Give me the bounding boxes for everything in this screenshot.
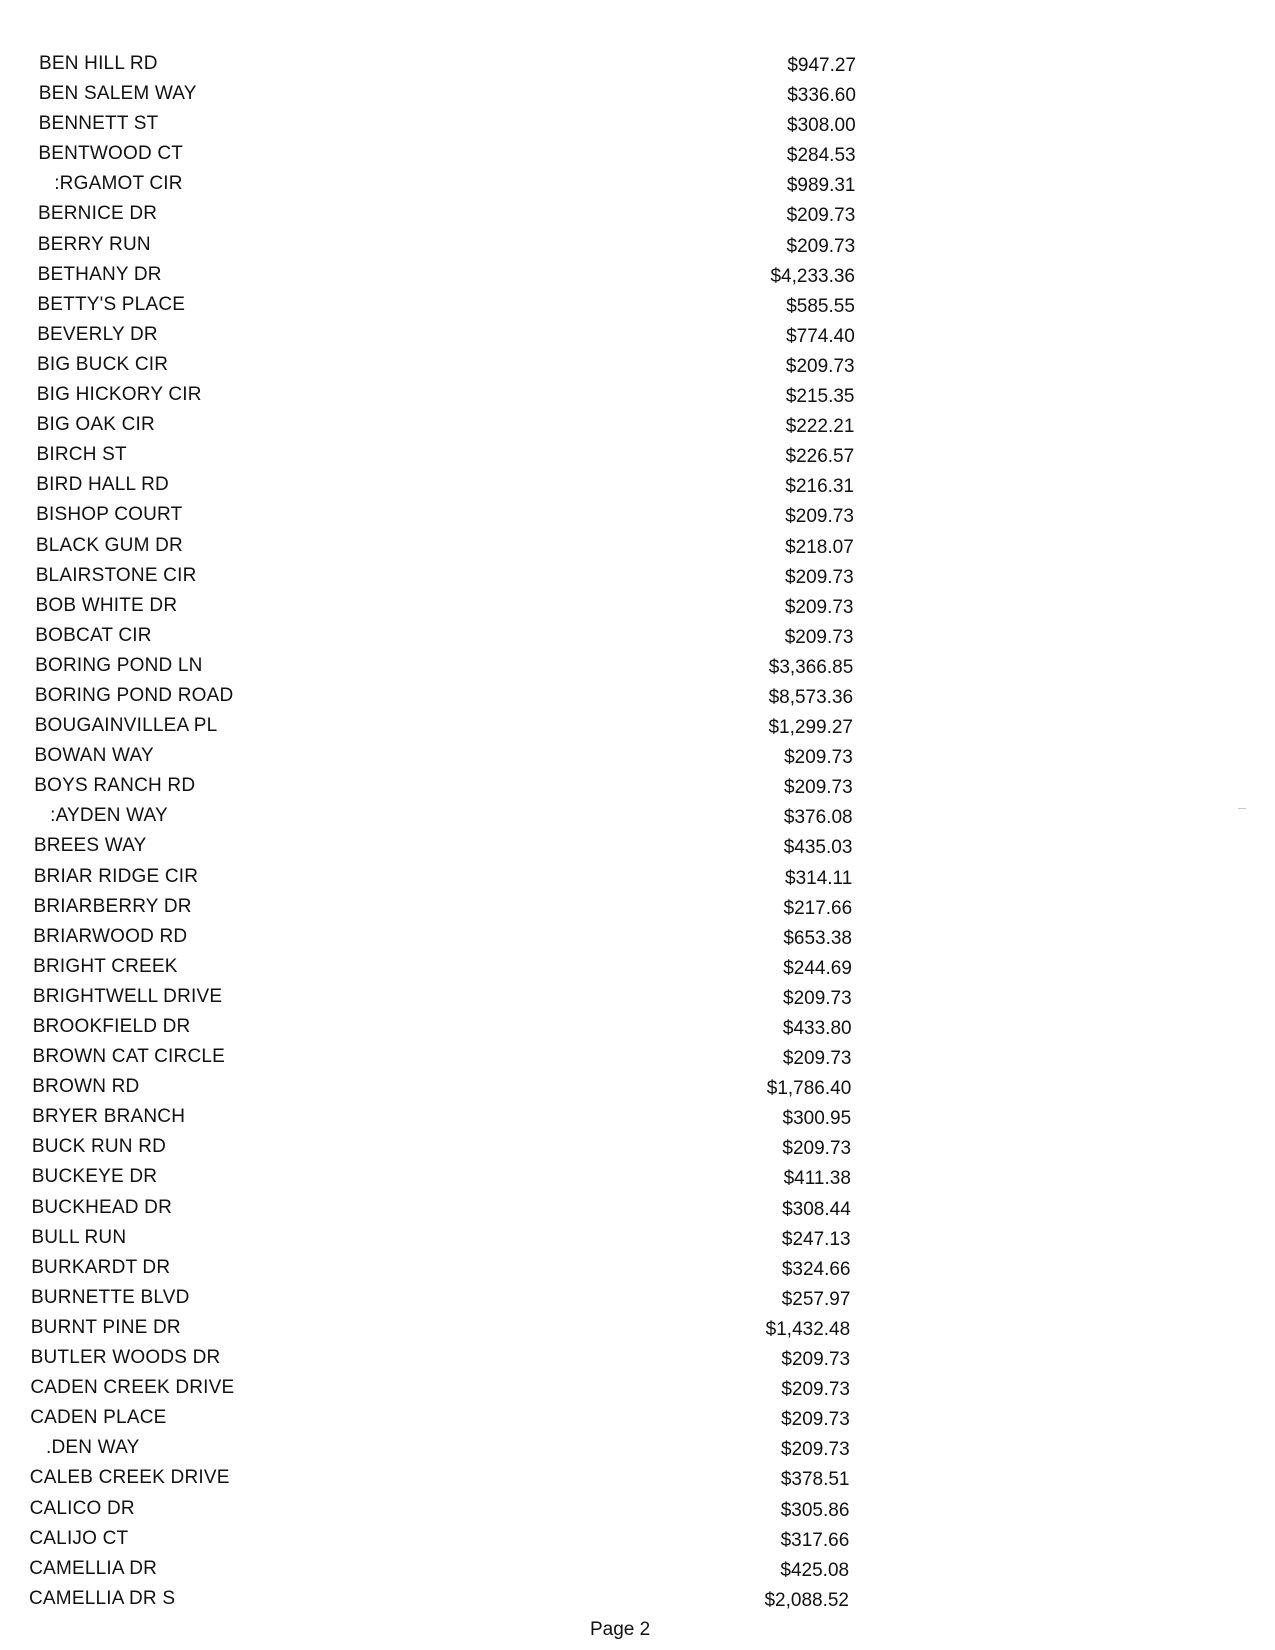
amount-value: $209.73 xyxy=(781,1439,850,1461)
amount-value: $209.73 xyxy=(784,596,854,618)
amount-value: $8,573.36 xyxy=(768,686,854,708)
street-name: CADEN PLACE xyxy=(30,1407,167,1429)
street-name: BERNICE DR xyxy=(38,203,158,225)
amount-value: $216.31 xyxy=(785,476,855,498)
street-name: .DEN WAY xyxy=(46,1437,140,1459)
amount-value: $433.80 xyxy=(782,1018,852,1039)
list-item xyxy=(0,443,1275,473)
amount-value: $244.69 xyxy=(783,957,852,979)
list-item xyxy=(0,1406,1275,1436)
list-item xyxy=(0,1135,1275,1165)
street-name: CALEB CREEK DRIVE xyxy=(29,1467,230,1489)
amount-value: $215.35 xyxy=(785,386,855,408)
amount-value: $257.97 xyxy=(781,1288,851,1310)
list-item xyxy=(0,714,1275,744)
list-item xyxy=(0,1436,1275,1466)
amount-value: $247.13 xyxy=(781,1228,851,1250)
street-name: BOBCAT CIR xyxy=(35,624,152,646)
street-name: BLACK GUM DR xyxy=(35,534,183,556)
amount-value: $774.40 xyxy=(786,325,855,347)
street-name: BURKARDT DR xyxy=(31,1256,171,1278)
amount-value: $300.95 xyxy=(782,1108,852,1130)
amount-value: $209.73 xyxy=(786,205,856,227)
list-item xyxy=(0,1466,1275,1496)
list-item xyxy=(0,1286,1275,1316)
list-item xyxy=(0,1226,1275,1256)
street-name: BLAIRSTONE CIR xyxy=(35,564,197,586)
list-item xyxy=(0,865,1275,895)
list-item xyxy=(0,52,1275,82)
list-item xyxy=(0,1256,1275,1286)
amount-value: $376.08 xyxy=(783,807,853,829)
amount-value: $209.73 xyxy=(781,1409,850,1431)
street-name: CALIJO CT xyxy=(29,1527,129,1549)
amount-value: $308.00 xyxy=(787,115,856,137)
street-name: CALICO DR xyxy=(29,1497,135,1519)
street-name: :RGAMOT CIR xyxy=(54,173,183,195)
list-item xyxy=(0,1075,1275,1105)
amount-value: $226.57 xyxy=(785,446,855,468)
list-item xyxy=(0,1346,1275,1376)
list-item xyxy=(0,202,1275,232)
street-name: BOB WHITE DR xyxy=(35,594,178,616)
street-name: BRIARBERRY DR xyxy=(33,895,192,917)
scan-speck xyxy=(1238,808,1246,809)
street-name: BIRD HALL RD xyxy=(36,474,169,496)
street-name: BIG HICKORY CIR xyxy=(36,384,202,406)
list-item xyxy=(0,1165,1275,1195)
amount-value: $209.73 xyxy=(785,566,854,588)
street-name: BUCKEYE DR xyxy=(31,1166,158,1188)
amount-value: $411.38 xyxy=(783,1168,851,1190)
amount-value: $209.73 xyxy=(784,777,853,799)
street-name: BOWAN WAY xyxy=(34,745,154,767)
street-name: BENNETT ST xyxy=(38,113,159,135)
street-name: BURNETTE BLVD xyxy=(31,1286,190,1308)
list-item xyxy=(0,1557,1275,1587)
street-name: BETTY'S PLACE xyxy=(37,293,186,315)
amount-value: $1,299.27 xyxy=(768,717,853,739)
amount-value: $947.27 xyxy=(787,55,856,76)
street-name: BIG OAK CIR xyxy=(36,414,155,436)
amount-value: $435.03 xyxy=(783,837,853,859)
amount-value: $425.08 xyxy=(780,1559,850,1581)
street-name: BRYER BRANCH xyxy=(32,1106,186,1128)
list-item xyxy=(0,353,1275,383)
street-name: CAMELLIA DR xyxy=(29,1557,158,1579)
list-item xyxy=(0,1376,1275,1406)
amount-value: $3,366.85 xyxy=(768,656,854,678)
amount-value: $284.53 xyxy=(786,145,856,167)
list-item xyxy=(0,172,1275,202)
list-item xyxy=(0,804,1275,834)
amount-value: $209.73 xyxy=(785,506,854,528)
amount-value: $209.73 xyxy=(783,987,852,1009)
amount-value: $1,786.40 xyxy=(766,1078,852,1100)
amount-value: $314.11 xyxy=(785,867,853,889)
street-name: BEVERLY DR xyxy=(37,323,158,345)
list-item xyxy=(0,895,1275,925)
amount-value: $209.73 xyxy=(781,1349,851,1371)
street-name: BUCK RUN RD xyxy=(31,1136,167,1158)
amount-value: $308.44 xyxy=(782,1198,851,1220)
list-item xyxy=(0,1316,1275,1346)
street-name: BROWN CAT CIRCLE xyxy=(32,1046,226,1068)
street-name: BULL RUN xyxy=(31,1226,127,1248)
page-number: Page 2 xyxy=(590,1619,651,1640)
amount-value: $222.21 xyxy=(785,416,855,438)
list-item xyxy=(0,503,1275,533)
amount-value: $4,233.36 xyxy=(770,265,855,287)
street-name: BUTLER WOODS DR xyxy=(30,1347,221,1369)
list-item xyxy=(0,834,1275,864)
street-name: BROWN RD xyxy=(32,1076,140,1098)
amount-value: $209.73 xyxy=(784,747,853,769)
list-item xyxy=(0,1015,1275,1045)
list-item xyxy=(0,1045,1275,1075)
amount-value: $305.86 xyxy=(780,1499,850,1521)
list-item xyxy=(0,684,1275,714)
amount-value: $653.38 xyxy=(783,927,852,949)
street-name: :AYDEN WAY xyxy=(50,805,168,827)
street-name: BEN SALEM WAY xyxy=(38,83,197,105)
amount-value: $218.07 xyxy=(785,536,854,558)
street-name: BURNT PINE DR xyxy=(30,1316,181,1338)
list-item xyxy=(0,293,1275,323)
street-name: BERRY RUN xyxy=(37,233,151,255)
amount-value: $378.51 xyxy=(780,1469,850,1491)
amount-value: $336.60 xyxy=(787,85,856,107)
street-name: CAMELLIA DR S xyxy=(29,1587,176,1609)
street-name: BORING POND ROAD xyxy=(34,684,234,706)
street-name: BIG BUCK CIR xyxy=(37,353,169,375)
amount-value: $209.73 xyxy=(782,1048,852,1070)
list-item xyxy=(0,744,1275,774)
amount-value: $585.55 xyxy=(786,295,855,317)
street-name: BOUGAINVILLEA PL xyxy=(34,715,218,737)
street-name: BEN HILL RD xyxy=(39,53,158,74)
street-name: CADEN CREEK DRIVE xyxy=(30,1377,235,1399)
list-item xyxy=(0,564,1275,594)
list-item xyxy=(0,985,1275,1015)
street-name: BOYS RANCH RD xyxy=(34,775,196,797)
list-item xyxy=(0,594,1275,624)
amount-value: $1,432.48 xyxy=(765,1318,851,1340)
amount-value: $2,088.52 xyxy=(764,1589,849,1611)
list-item xyxy=(0,473,1275,503)
list-item xyxy=(0,624,1275,654)
list-item xyxy=(0,1105,1275,1135)
amount-value: $989.31 xyxy=(786,175,856,197)
street-name: BRIAR RIDGE CIR xyxy=(33,865,199,887)
list-item xyxy=(0,1587,1275,1617)
amount-value: $209.73 xyxy=(785,355,855,377)
list-item xyxy=(0,82,1275,112)
street-name: BORING POND LN xyxy=(35,654,203,676)
list-item xyxy=(0,534,1275,564)
list-item xyxy=(0,383,1275,413)
list-item xyxy=(0,112,1275,142)
amount-value: $209.73 xyxy=(784,626,854,648)
street-name: BRIARWOOD RD xyxy=(33,925,188,947)
amount-value: $324.66 xyxy=(781,1258,851,1280)
amount-value: $209.73 xyxy=(781,1379,850,1401)
amount-value: $209.73 xyxy=(782,1138,852,1160)
street-name: BRIGHTWELL DRIVE xyxy=(32,985,223,1007)
list-item xyxy=(0,233,1275,263)
list-item xyxy=(0,774,1275,804)
amount-value: $209.73 xyxy=(786,235,856,257)
street-name: BUCKHEAD DR xyxy=(31,1196,172,1218)
list-item xyxy=(0,413,1275,443)
street-name: BIRCH ST xyxy=(36,444,127,466)
list-item xyxy=(0,955,1275,985)
amount-value: $317.66 xyxy=(780,1529,850,1551)
amount-value: $217.66 xyxy=(783,897,853,919)
street-name: BISHOP COURT xyxy=(36,504,183,526)
street-name: BETHANY DR xyxy=(37,263,162,285)
list-item xyxy=(0,263,1275,293)
list-item xyxy=(0,1196,1275,1226)
street-name: BENTWOOD CT xyxy=(38,143,184,165)
street-name: BREES WAY xyxy=(33,835,147,857)
list-item xyxy=(0,142,1275,172)
list-item xyxy=(0,925,1275,955)
list-item xyxy=(0,654,1275,684)
street-amount-list xyxy=(0,52,1275,1617)
list-item xyxy=(0,323,1275,353)
list-item xyxy=(0,1497,1275,1527)
list-item xyxy=(0,1527,1275,1557)
street-name: BRIGHT CREEK xyxy=(33,955,178,977)
street-name: BROOKFIELD DR xyxy=(32,1016,191,1037)
